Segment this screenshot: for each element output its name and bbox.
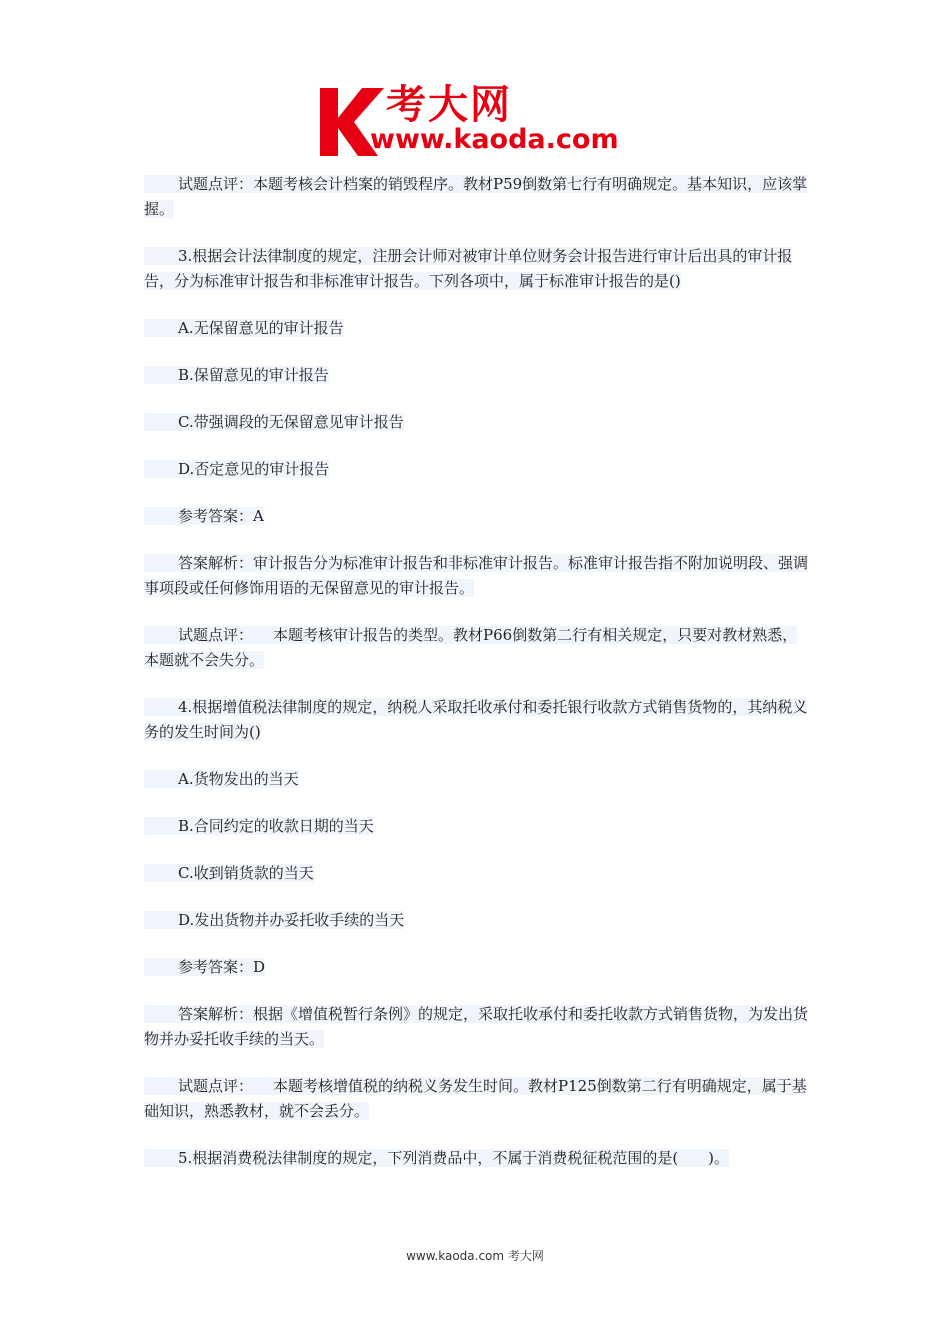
answer-explanation: 答案解析：根据《增值税暂行条例》的规定，采取托收承付和委托收款方式销售货物，为发出货物并办妥托收手续的当天。 bbox=[144, 1005, 809, 1048]
reference-answer: 参考答案：D bbox=[144, 955, 810, 980]
option-c: C.收到销货款的当天 bbox=[144, 861, 810, 886]
option-b: B.合同约定的收款日期的当天 bbox=[144, 814, 810, 839]
option-a: A.无保留意见的审计报告 bbox=[144, 316, 810, 341]
paragraph: 试题点评：本题考核会计档案的销毁程序。教材P59倒数第七行有明确规定。基本知识，应该掌握。 bbox=[144, 175, 808, 218]
option-d: D.否定意见的审计报告 bbox=[144, 457, 810, 482]
question-3: 3.根据会计法律制度的规定，注册会计师对被审计单位财务会计报告进行审计后出具的审计报告，分为标准审计报告和非标准审计报告。下列各项中，属于标准审计报告的是() bbox=[144, 247, 793, 290]
question-comment: 试题点评： 本题考核审计报告的类型。教材P66倒数第二行有相关规定，只要对教材熟悉，本题就不会失分。 bbox=[144, 626, 798, 669]
option-b: B.保留意见的审计报告 bbox=[144, 363, 810, 388]
kaoda-logo bbox=[318, 82, 640, 160]
reference-answer: 参考答案：A bbox=[144, 504, 810, 529]
question-5: 5.根据消费税法律制度的规定，下列消费品中，不属于消费税征税范围的是( )。 bbox=[144, 1146, 810, 1171]
logo-chinese-name: 考大网 bbox=[386, 82, 512, 128]
option-d: D.发出货物并办妥托收手续的当天 bbox=[144, 908, 810, 933]
page-footer: www.kaoda.com 考大网 bbox=[406, 1249, 544, 1263]
option-a: A.货物发出的当天 bbox=[144, 767, 810, 792]
question-4: 4.根据增值税法律制度的规定，纳税人采取托收承付和委托银行收款方式销售货物的，其纳税义务的发生时间为() bbox=[144, 698, 808, 741]
document-body bbox=[144, 172, 810, 1193]
option-c: C.带强调段的无保留意见审计报告 bbox=[144, 410, 810, 435]
logo-url: www.kaoda.com bbox=[370, 124, 619, 155]
answer-explanation: 答案解析：审计报告分为标准审计报告和非标准审计报告。标准审计报告指不附加说明段、强调事项段或任何修饰用语的无保留意见的审计报告。 bbox=[144, 554, 809, 597]
question-comment: 试题点评： 本题考核增值税的纳税义务发生时间。教材P125倒数第二行有明确规定，属于基础知识，熟悉教材，就不会丢分。 bbox=[144, 1077, 807, 1120]
